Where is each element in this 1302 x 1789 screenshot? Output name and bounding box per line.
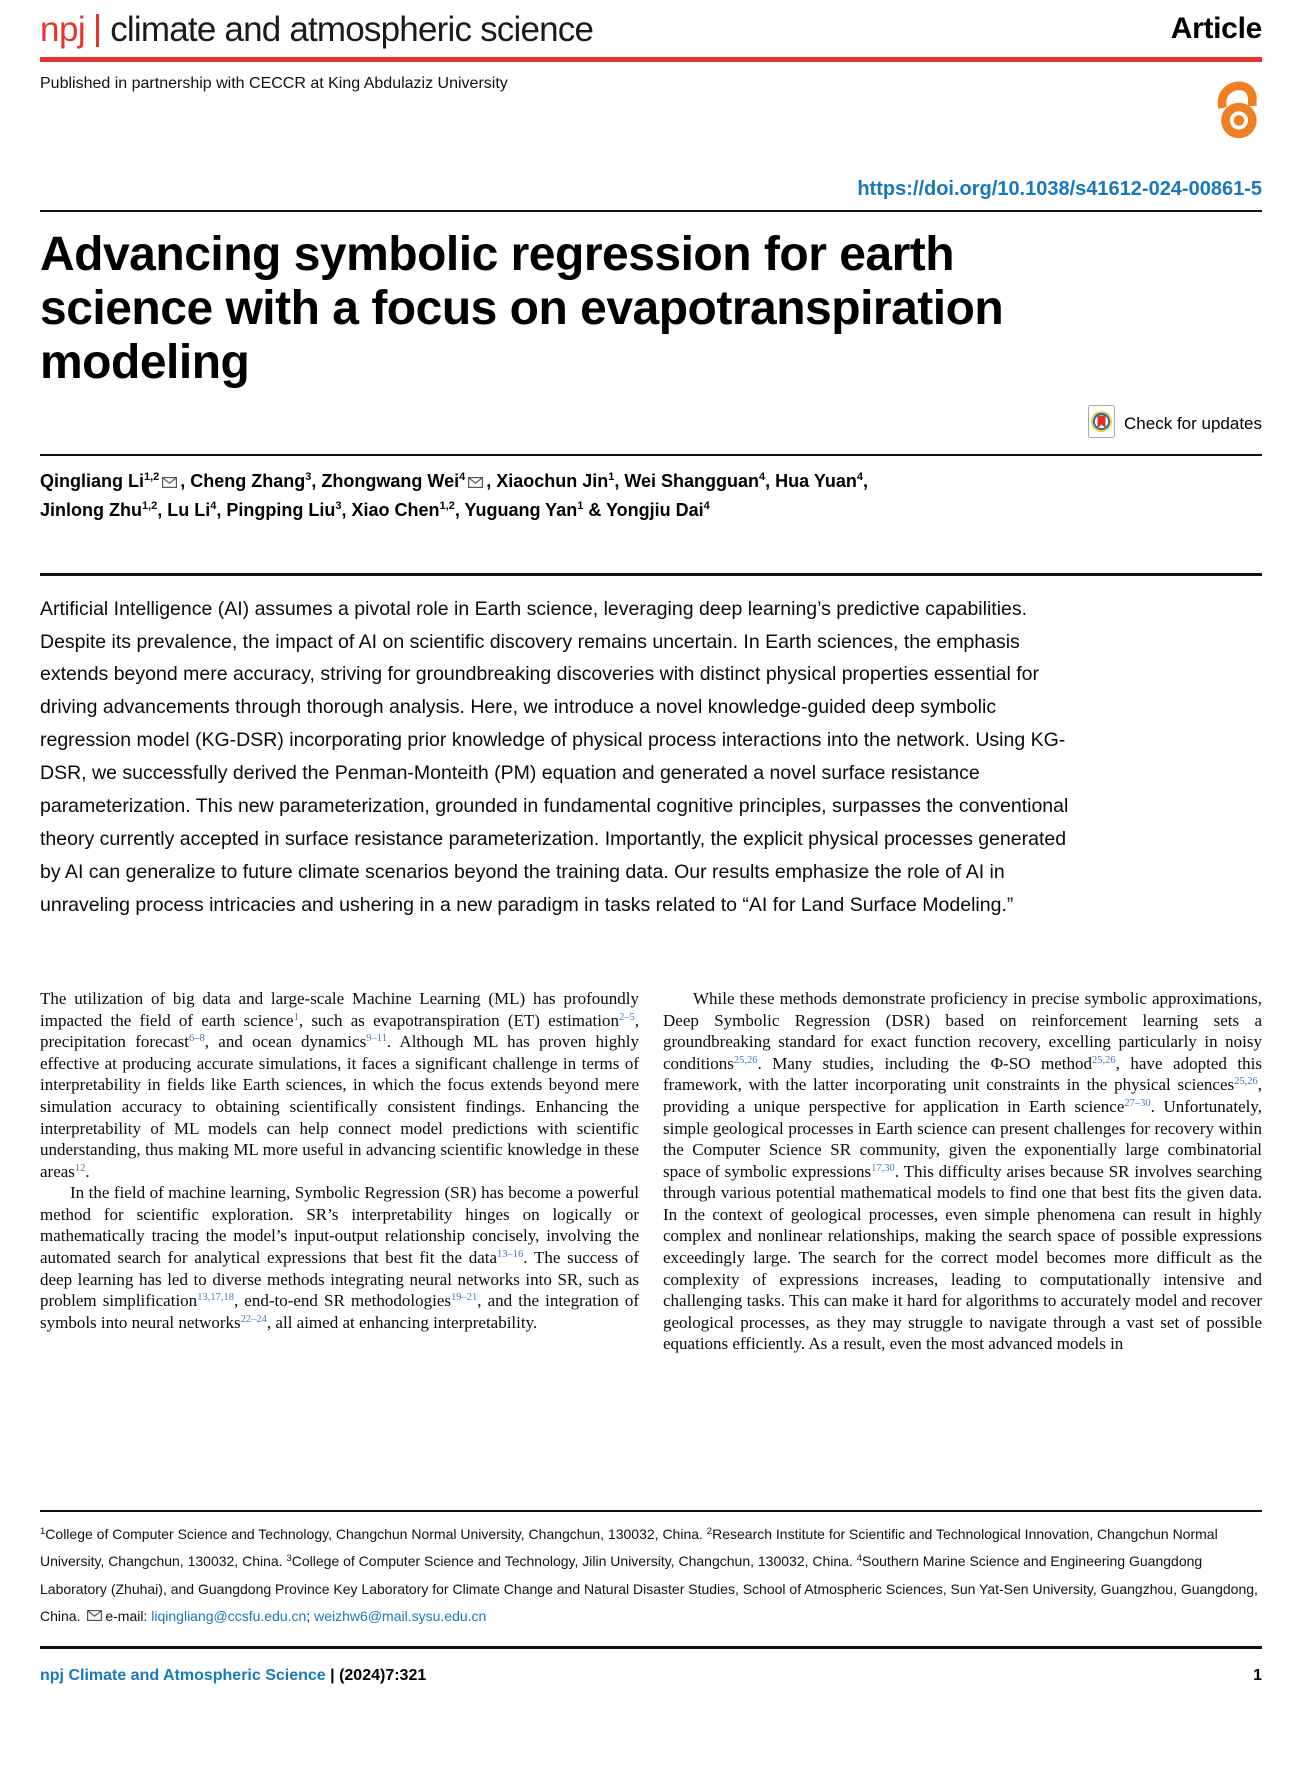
superscript-affiliation: 4 xyxy=(210,500,217,513)
journal-logo-name: climate and atmospheric science xyxy=(110,10,594,49)
page-footer xyxy=(40,1667,1262,1685)
check-for-updates-label: Check for updates xyxy=(1124,414,1262,434)
article-title: Advancing symbolic regression for earth science with a focus on evapotranspiration modeling xyxy=(40,228,1004,389)
superscript-affiliation: 3 xyxy=(286,1553,292,1565)
superscript-affiliation: 1 xyxy=(40,1526,46,1538)
superscript-affiliation: 4 xyxy=(703,500,710,513)
superscript-affiliation: 4 xyxy=(856,471,863,484)
check-for-updates-button[interactable] xyxy=(40,405,1262,443)
partnership-row xyxy=(40,73,1262,146)
page-number: 1 xyxy=(1253,1667,1262,1685)
superscript-affiliation: 1,2 xyxy=(144,471,160,484)
affiliations-footnote: $^1$College of Computer Science and Technology, Changchun Normal University, Changchun, 130032, China. $^2$Research Institute for Scientific and Technological Innovation, Changchun Normal University, Changchun, 130032, China. $^3$College of Computer Science and Technology, Jilin University, Changchun, 130032, China. $^4$Southern Marine Science and Engineering Guangdong Laboratory (Zhuhai), and Guangdong Province Key Laboratory for Climate Change and Natural Disaster Studies, School of Atmospheric Sciences, Sun Yat-Sen University, Guangzhou, Guangdong, China. e-mail: liqingliang@ccsfu.edu.cn; weizhw6@mail.sysu.edu.cn xyxy=(40,1526,1258,1624)
citation-reference[interactable]: 2–5 xyxy=(619,1011,635,1023)
footer-citation xyxy=(40,1667,426,1685)
body-paragraph: In the field of machine learning, Symbolic Regression (SR) has become a powerful method for scientific exploration. SR’s interpretability hinges on logically or mathematically tracing the model’s input-output relationship concisely, involving the automated search for analytical expressions that best fit the data$^{13-16}$. The success of deep learning has led to diverse methods integrating neural networks into SR, such as problem simplification$^{13,17,18}$, end-to-end SR methodologies$^{19-21}$, and the integration of symbols into neural networks$^{22-24}$, all aimed at enhancing interpretability. xyxy=(40,1183,639,1332)
body-column-right xyxy=(663,988,1262,1466)
envelope-icon xyxy=(468,477,483,488)
citation-reference[interactable]: 1 xyxy=(293,1011,299,1023)
partnership-text: Published in partnership with CECCR at King Abdulaziz University xyxy=(40,75,508,92)
author-list xyxy=(40,467,1020,525)
citation-reference[interactable]: 6–8 xyxy=(189,1033,205,1045)
doi-row xyxy=(40,178,1262,201)
footer-rule xyxy=(40,1646,1262,1649)
envelope-icon xyxy=(87,1610,102,1621)
citation-reference[interactable]: 22–24 xyxy=(240,1313,267,1325)
superscript-affiliation: 1,2 xyxy=(141,500,158,513)
superscript-affiliation: 4 xyxy=(759,471,766,484)
citation-reference[interactable]: 25,26 xyxy=(1234,1076,1258,1088)
footer-volume-text: | (2024)7:321 xyxy=(330,1667,427,1685)
citation-reference[interactable]: 12 xyxy=(74,1162,86,1174)
citation-reference[interactable]: 17,30 xyxy=(871,1162,895,1174)
footer-journal-link[interactable]: npj Climate and Atmospheric Science xyxy=(40,1667,326,1685)
email-link[interactable]: liqingliang@ccsfu.edu.cn xyxy=(151,1607,307,1624)
abstract-text: Artificial Intelligence (AI) assumes a pivotal role in Earth science, leveraging deep learning’s predictive capabilities. Despite its prevalence, the impact of AI on scientific discovery remains uncertain. In Earth sciences, the emphasis extends beyond mere accuracy, striving for groundbreaking discoveries with distinct physical properties essential for driving advancements through thorough analysis. Here, we introduce a novel knowledge-guided deep symbolic regression model (KG-DSR) incorporating prior knowledge of physical process interactions into the network. Using KG-DSR, we successfully derived the Penman-Monteith (PM) equation and generated a novel surface resistance parameterization. This new parameterization, grounded in fundamental cognitive principles, surpasses the conventional theory currently accepted in surface resistance parameterization. Importantly, the explicit physical processes generated by AI can generalize to future climate scenarios beyond the training data. Our results emphasize the role of AI in unraveling process intricacies and ushering in a new paradigm in tasks related to “AI for Land Surface Modeling.” xyxy=(40,597,1069,917)
title-rule xyxy=(40,210,1262,212)
citation-reference[interactable]: 13,17,18 xyxy=(197,1292,234,1304)
footnotes-rule xyxy=(40,1510,1262,1512)
abstract-rule xyxy=(40,573,1262,576)
citation-reference[interactable]: 13–16 xyxy=(497,1249,524,1261)
superscript-affiliation: 3 xyxy=(335,500,342,513)
logo-divider xyxy=(96,14,99,47)
author-line-1: Qingliang Li$^{1,2}$ , Cheng Zhang$^3$, Zhongwang Wei$^4$ , Xiaochun Jin$^1$, Wei Shangguan$^4$, Hua Yuan$^4$, xyxy=(40,471,869,492)
body-column-left xyxy=(40,988,639,1466)
open-access-icon xyxy=(1214,73,1260,146)
citation-reference[interactable]: 19–21 xyxy=(451,1292,478,1304)
crossmark-icon xyxy=(1088,405,1115,443)
superscript-affiliation: 4 xyxy=(856,1553,863,1565)
envelope-icon xyxy=(162,477,177,488)
email-link[interactable]: weizhw6@mail.sysu.edu.cn xyxy=(314,1607,487,1624)
superscript-affiliation: 1 xyxy=(608,471,615,484)
doi-link[interactable]: https://doi.org/10.1038/s41612-024-00861-5 xyxy=(857,178,1262,200)
superscript-affiliation: 1 xyxy=(577,500,584,513)
superscript-affiliation: 3 xyxy=(305,471,312,484)
body-paragraph: The utilization of big data and large-scale Machine Learning (ML) has profoundly impacted the field of earth science$^1$, such as evapotranspiration (ET) estimation$^{2-5}$, precipitation forecast$^{6-8}$, and ocean dynamics$^{9-11}$. Although ML has proven highly effective at producing accurate simulations, it faces a significant challenge in terms of interpretability in fields like Earth sciences, in which the focus extends beyond mere simulation accuracy to obtaining scientifically consistent findings. Enhancing the interpretability of ML models can help connect model predictions with scientific understanding, thus making ML more useful in advancing scientific knowledge in these areas$^{12}$. xyxy=(40,989,640,1181)
journal-logo xyxy=(40,10,593,50)
body-paragraph: While these methods demonstrate proficiency in precise symbolic approximations, Deep Symbolic Regression (DSR) based on reinforcement learning sets a groundbreaking standard for exact function recovery, excelling particularly in noisy conditions$^{25,26}$. Many studies, including the Φ-SO method$^{25,26}$, have adopted this framework, with the latter incorporating unit constraints in the physical sciences$^{25,26}$, providing a unique perspective for application in Earth science$^{27-30}$. Unfortunately, simple geological processes in Earth science can present challenges for recovery within the Computer Science SR community, given the exponentially large combinatorial space of symbolic expressions$^{17,30}$. This difficulty arises because SR involves searching through various potential mathematical models to find one that best fits the given data. In the context of geological processes, even simple phenomena can result in highly complex and nonlinear relationships, making the search space of possible expressions exceedingly large. The search for the correct model becomes more difficult as the complexity of expressions increases, leading to computationally intensive and challenging tasks. This can make it hard for algorithms to accurately model and recover geological processes, as they may struggle to navigate through a vast set of possible equations efficiently. As a result, even the most advanced models in xyxy=(663,989,1262,1354)
journal-logo-npj: npj xyxy=(40,10,86,49)
journal-header xyxy=(40,0,1262,50)
superscript-affiliation: 1,2 xyxy=(439,500,455,513)
citation-reference[interactable]: 25,26 xyxy=(733,1054,758,1066)
author-line-2: Jinlong Zhu$^{1,2}$, Lu Li$^4$, Pingping Liu$^3$, Xiao Chen$^{1,2}$, Yuguang Yan$^1$ & Yongjiu Dai$^4$ xyxy=(40,500,710,521)
authors-rule xyxy=(40,454,1262,456)
citation-reference[interactable]: 25,26 xyxy=(1091,1054,1116,1066)
article-type-label: Article xyxy=(1170,12,1262,45)
citation-reference[interactable]: 27–30 xyxy=(1124,1097,1151,1109)
header-rule xyxy=(40,57,1262,62)
superscript-affiliation: 4 xyxy=(459,471,466,484)
citation-reference[interactable]: 9–11 xyxy=(366,1033,387,1045)
body-columns xyxy=(40,988,1262,1466)
superscript-affiliation: 2 xyxy=(706,1526,713,1538)
